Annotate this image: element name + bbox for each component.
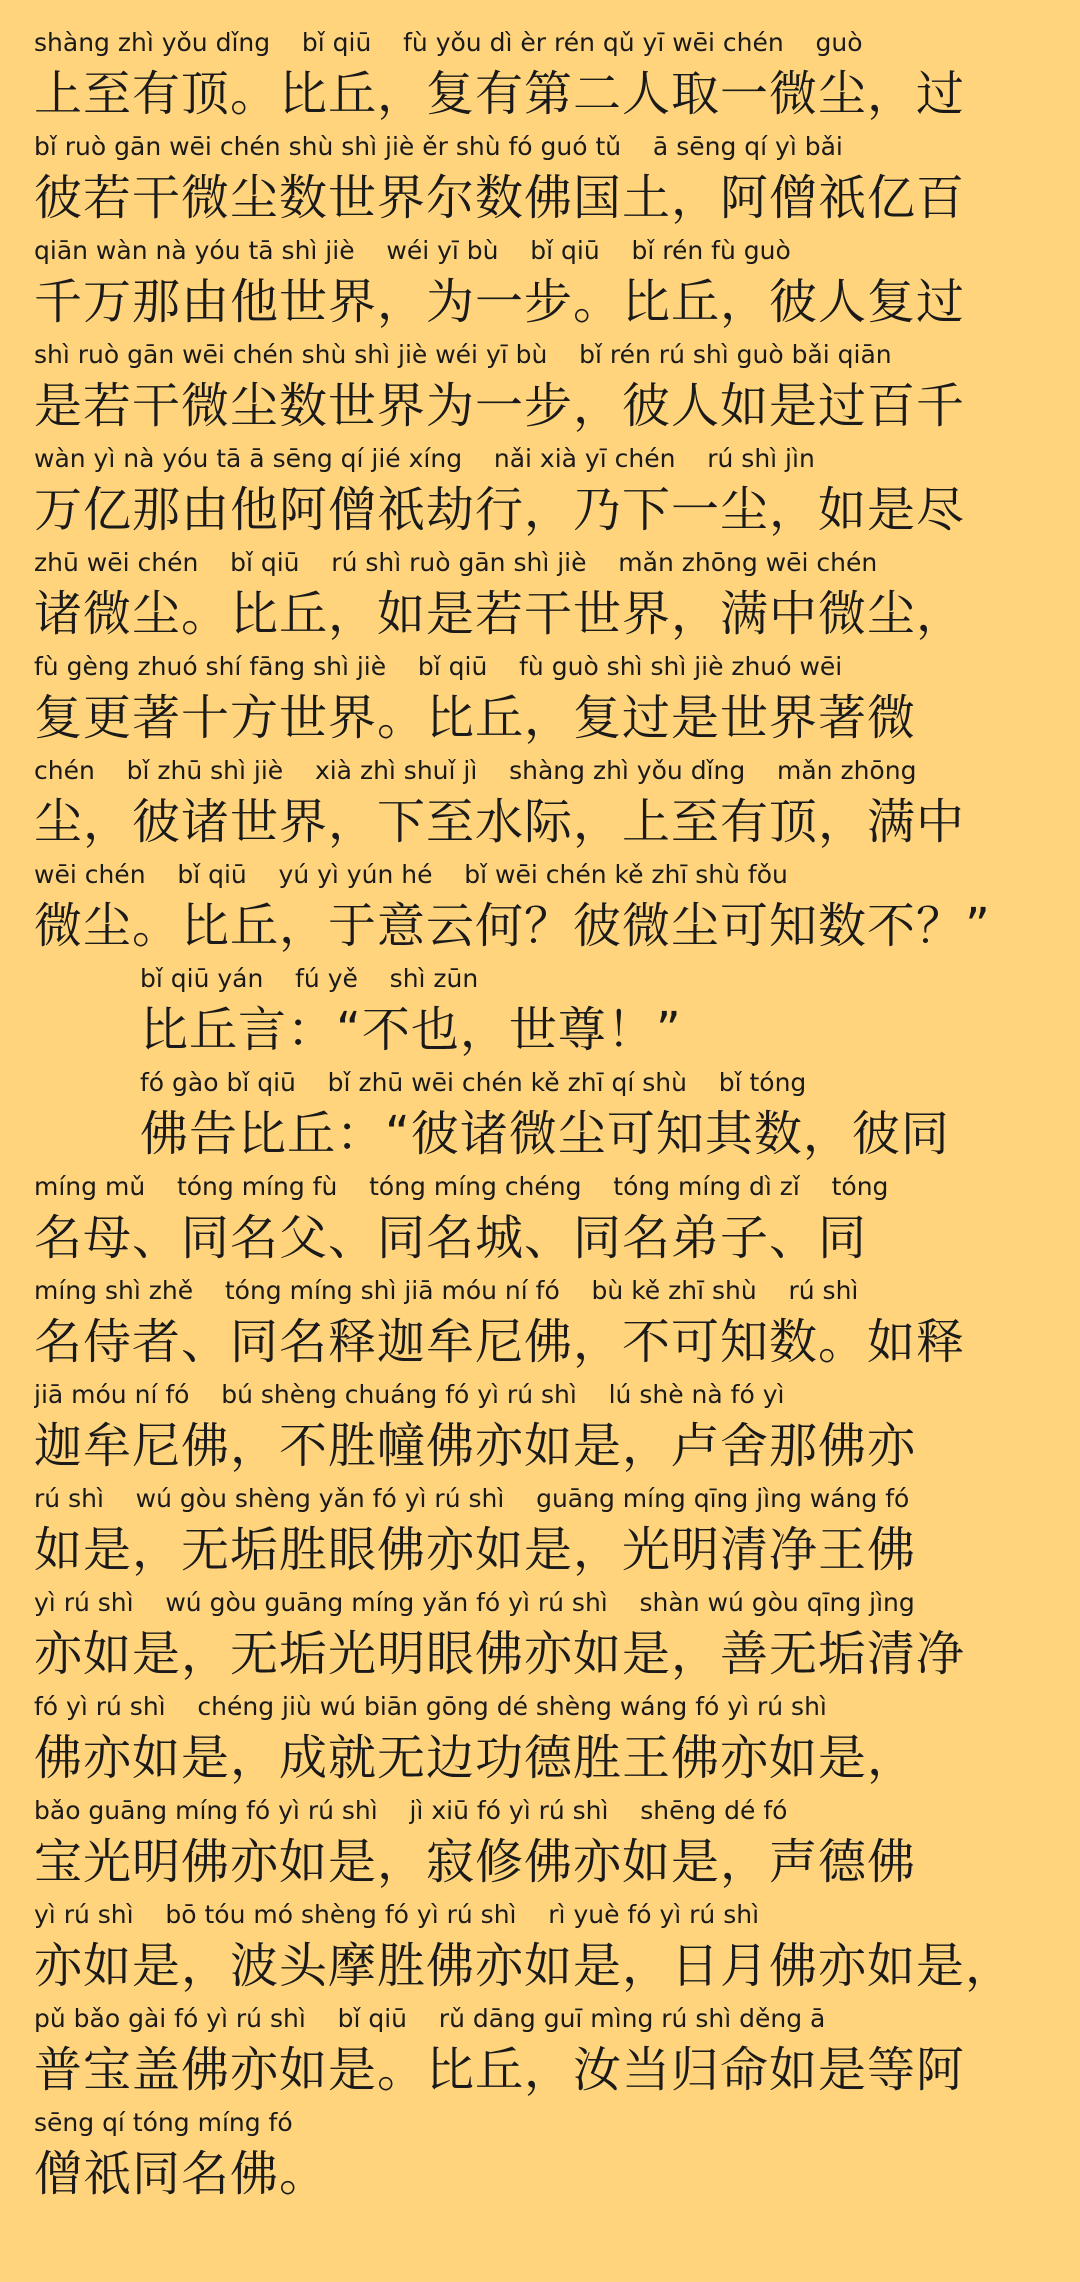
chinese-text: 佛告比丘：“彼诸微尘可知其数，彼同 xyxy=(140,1106,950,1162)
text-line xyxy=(34,1274,1046,1378)
pinyin-annotation: shàng zhì yǒu dǐng bǐ qiū fù yǒu dì èr rén qǔ yī wēi chén guò xyxy=(34,28,863,57)
pinyin-annotation: sēng qí tóng míng fó xyxy=(34,2108,293,2137)
text-line xyxy=(34,650,1046,754)
chinese-text: 名母、同名父、同名城、同名弟子、同 xyxy=(34,1210,868,1266)
text-line xyxy=(34,1794,1046,1898)
chinese-text: 千万那由他世界，为一步。比丘，彼人复过 xyxy=(34,274,966,330)
pinyin-annotation: fó yì rú shì chéng jiù wú biān gōng dé shèng wáng fó yì rú shì xyxy=(34,1692,827,1721)
pinyin-annotation: qiān wàn nà yóu tā shì jiè wéi yī bù bǐ qiū bǐ rén fù guò xyxy=(34,236,791,265)
chinese-text: 亦如是，波头摩胜佛亦如是，日月佛亦如是， xyxy=(34,1938,1015,1994)
chinese-text: 彼若干微尘数世界尔数佛国土，阿僧祇亿百 xyxy=(34,170,966,226)
text-line xyxy=(34,234,1046,338)
pinyin-annotation: míng mǔ tóng míng fù tóng míng chéng tóng míng dì zǐ tóng xyxy=(34,1172,889,1201)
pinyin-annotation: pǔ bǎo gài fó yì rú shì bǐ qiū rǔ dāng guī mìng rú shì děng ā xyxy=(34,2004,826,2033)
text-line xyxy=(34,1482,1046,1586)
text-line xyxy=(34,858,1046,962)
text-line xyxy=(140,1066,1046,1170)
text-line xyxy=(34,338,1046,442)
text-line xyxy=(34,1170,1046,1274)
text-line xyxy=(34,442,1046,546)
chinese-text: 微尘。比丘，于意云何？彼微尘可知数不？” xyxy=(34,898,991,954)
text-line xyxy=(34,546,1046,650)
chinese-text: 迦牟尼佛，不胜幢佛亦如是，卢舍那佛亦 xyxy=(34,1418,917,1474)
text-line xyxy=(140,962,1046,1066)
pinyin-annotation: bǐ qiū yán fú yě shì zūn xyxy=(140,964,479,993)
text-line xyxy=(34,2002,1046,2106)
pinyin-annotation: wēi chén bǐ qiū yú yì yún hé bǐ wēi chén kě zhī shù fǒu xyxy=(34,860,788,889)
pinyin-annotation: chén bǐ zhū shì jiè xià zhì shuǐ jì shàng zhì yǒu dǐng mǎn zhōng xyxy=(34,756,917,785)
chinese-text: 尘，彼诸世界，下至水际，上至有顶，满中 xyxy=(34,794,966,850)
chinese-text: 诸微尘。比丘，如是若干世界，满中微尘， xyxy=(34,586,966,642)
chinese-text: 僧祇同名佛。 xyxy=(34,2146,329,2202)
pinyin-annotation: shì ruò gān wēi chén shù shì jiè wéi yī bù bǐ rén rú shì guò bǎi qiān xyxy=(34,340,892,369)
chinese-text: 比丘言：“不也，世尊！” xyxy=(140,1002,682,1058)
pinyin-annotation: fù gèng zhuó shí fāng shì jiè bǐ qiū fù guò shì shì jiè zhuó wēi xyxy=(34,652,843,681)
pinyin-annotation: zhū wēi chén bǐ qiū rú shì ruò gān shì jiè mǎn zhōng wēi chén xyxy=(34,548,878,577)
chinese-text: 普宝盖佛亦如是。比丘，汝当归命如是等阿 xyxy=(34,2042,966,2098)
pinyin-annotation: fó gào bǐ qiū bǐ zhū wēi chén kě zhī qí shù bǐ tóng xyxy=(140,1068,807,1097)
pinyin-annotation: yì rú shì wú gòu guāng míng yǎn fó yì rú shì shàn wú gòu qīng jìng xyxy=(34,1588,915,1617)
chinese-text: 佛亦如是，成就无边功德胜王佛亦如是， xyxy=(34,1730,917,1786)
chinese-text: 上至有顶。比丘，复有第二人取一微尘，过 xyxy=(34,66,966,122)
pinyin-annotation: yì rú shì bō tóu mó shèng fó yì rú shì rì yuè fó yì rú shì xyxy=(34,1900,760,1929)
chinese-text: 复更著十方世界。比丘，复过是世界著微 xyxy=(34,690,917,746)
pinyin-annotation: bǎo guāng míng fó yì rú shì jì xiū fó yì rú shì shēng dé fó xyxy=(34,1796,788,1825)
pinyin-annotation: jiā móu ní fó bú shèng chuáng fó yì rú shì lú shè nà fó yì xyxy=(34,1380,785,1409)
pinyin-annotation: wàn yì nà yóu tā ā sēng qí jié xíng nǎi xià yī chén rú shì jìn xyxy=(34,444,815,473)
pinyin-annotation: rú shì wú gòu shèng yǎn fó yì rú shì guāng míng qīng jìng wáng fó xyxy=(34,1484,910,1513)
text-line xyxy=(34,26,1046,130)
pinyin-annotation: míng shì zhě tóng míng shì jiā móu ní fó bù kě zhī shù rú shì xyxy=(34,1276,859,1305)
chinese-text: 宝光明佛亦如是，寂修佛亦如是，声德佛 xyxy=(34,1834,917,1890)
chinese-text: 万亿那由他阿僧祇劫行，乃下一尘，如是尽 xyxy=(34,482,966,538)
pinyin-annotation: bǐ ruò gān wēi chén shù shì jiè ěr shù fó guó tǔ ā sēng qí yì bǎi xyxy=(34,132,843,161)
text-line xyxy=(34,2106,1046,2210)
text-line xyxy=(34,1378,1046,1482)
chinese-text: 如是，无垢胜眼佛亦如是，光明清净王佛 xyxy=(34,1522,917,1578)
text-line xyxy=(34,1586,1046,1690)
chinese-text: 是若干微尘数世界为一步，彼人如是过百千 xyxy=(34,378,966,434)
text-line xyxy=(34,1898,1046,2002)
chinese-text: 亦如是，无垢光明眼佛亦如是，善无垢清净 xyxy=(34,1626,966,1682)
text-line xyxy=(34,754,1046,858)
text-line xyxy=(34,130,1046,234)
text-line xyxy=(34,1690,1046,1794)
chinese-text: 名侍者、同名释迦牟尼佛，不可知数。如释 xyxy=(34,1314,966,1370)
